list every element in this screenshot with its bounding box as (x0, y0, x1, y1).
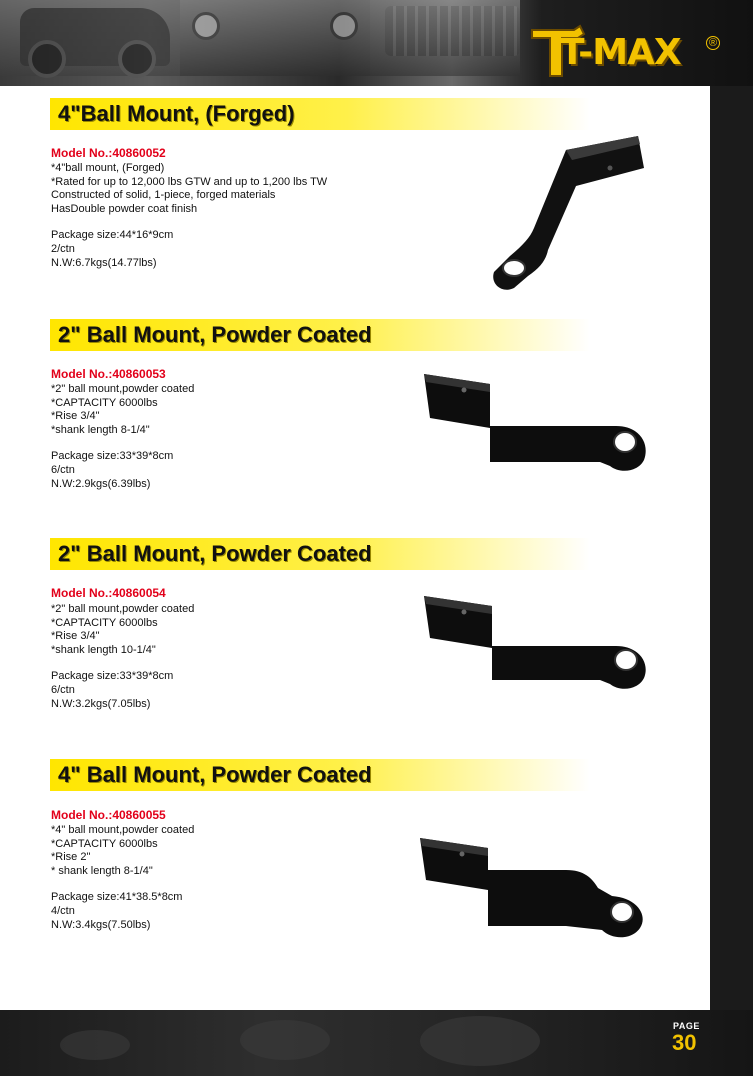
product-specs (51, 162, 327, 270)
package-line: 6/ctn (51, 683, 75, 696)
model-number: Model No.:40860053 (51, 367, 166, 381)
spec-line: *CAPTACITY 6000lbs (51, 616, 158, 629)
spec-line: *2" ball mount,powder coated (51, 603, 195, 615)
product-title: 2" Ball Mount, Powder Coated (58, 322, 372, 347)
product-specs (51, 824, 194, 932)
package-line: N.W:3.4kgs(7.50lbs) (51, 918, 151, 931)
wheel-icon (28, 40, 66, 78)
model-number: Model No.:40860054 (51, 586, 166, 600)
tmax-logo (530, 18, 730, 84)
texture-splat (240, 1020, 330, 1060)
package-line: Package size:33*39*8cm (51, 450, 174, 463)
spec-line: *shank length 8-1/4" (51, 423, 150, 436)
spec-line: *shank length 10-1/4" (51, 643, 156, 656)
powder-coated-ball-mount-image (420, 368, 652, 478)
page-label: PAGE (673, 1021, 700, 1031)
package-line: Package size:41*38.5*8cm (51, 891, 183, 904)
spec-line: *CAPTACITY 6000lbs (51, 837, 158, 850)
spec-line: Constructed of solid, 1-piece, forged materials (51, 189, 276, 202)
header-banner (0, 0, 753, 86)
product-title: 4"Ball Mount, (Forged) (58, 101, 295, 126)
package-line: N.W:3.2kgs(7.05lbs) (51, 697, 151, 710)
package-line: Package size:44*16*9cm (51, 229, 174, 242)
package-line: 2/ctn (51, 242, 75, 255)
product-title: 4" Ball Mount, Powder Coated (58, 762, 372, 787)
product-title-bar (50, 538, 590, 570)
wheel-icon (118, 40, 156, 78)
texture-splat (60, 1030, 130, 1060)
product-title: 2" Ball Mount, Powder Coated (58, 541, 372, 566)
spec-line: HasDouble powder coat finish (51, 202, 198, 215)
package-line: Package size:33*39*8cm (51, 670, 174, 683)
spec-line: *Rated for up to 12,000 lbs GTW and up to 1,200 lbs TW (51, 175, 328, 188)
package-line: N.W:2.9kgs(6.39lbs) (51, 477, 151, 490)
product-specs (51, 603, 194, 711)
spec-line: * shank length 8-1/4" (51, 864, 153, 877)
texture-splat (420, 1016, 540, 1066)
forged-ball-mount-image (488, 128, 648, 293)
powder-coated-ball-mount-image (416, 830, 648, 942)
logo-text: T-MAX (560, 32, 681, 73)
footer-band (0, 1010, 753, 1076)
spec-line: *Rise 3/4" (51, 410, 100, 423)
powder-coated-ball-mount-image (420, 590, 652, 694)
package-line: 4/ctn (51, 904, 75, 917)
truck-front-photo (180, 0, 370, 76)
headlight-icon (192, 12, 220, 40)
spec-line: *4"ball mount, (Forged) (51, 162, 165, 174)
headlight-icon (330, 12, 358, 40)
model-number: Model No.:40860055 (51, 808, 166, 822)
winch-photo (370, 0, 520, 76)
jeep-photo (0, 0, 180, 76)
package-line: N.W:6.7kgs(14.77lbs) (51, 256, 157, 269)
spec-line: *Rise 2" (51, 851, 91, 864)
page-number: 30 (672, 1030, 697, 1055)
product-title-bar (50, 319, 590, 351)
spec-line: *CAPTACITY 6000lbs (51, 396, 158, 409)
registered-mark: ® (706, 36, 720, 50)
spec-line: *2" ball mount,powder coated (51, 383, 195, 395)
product-title-bar (50, 98, 590, 130)
spec-line: *4" ball mount,powder coated (51, 824, 195, 836)
package-line: 6/ctn (51, 463, 75, 476)
product-title-bar (50, 759, 590, 791)
spec-line: *Rise 3/4" (51, 630, 100, 643)
product-specs (51, 383, 194, 491)
model-number: Model No.:40860052 (51, 146, 166, 160)
